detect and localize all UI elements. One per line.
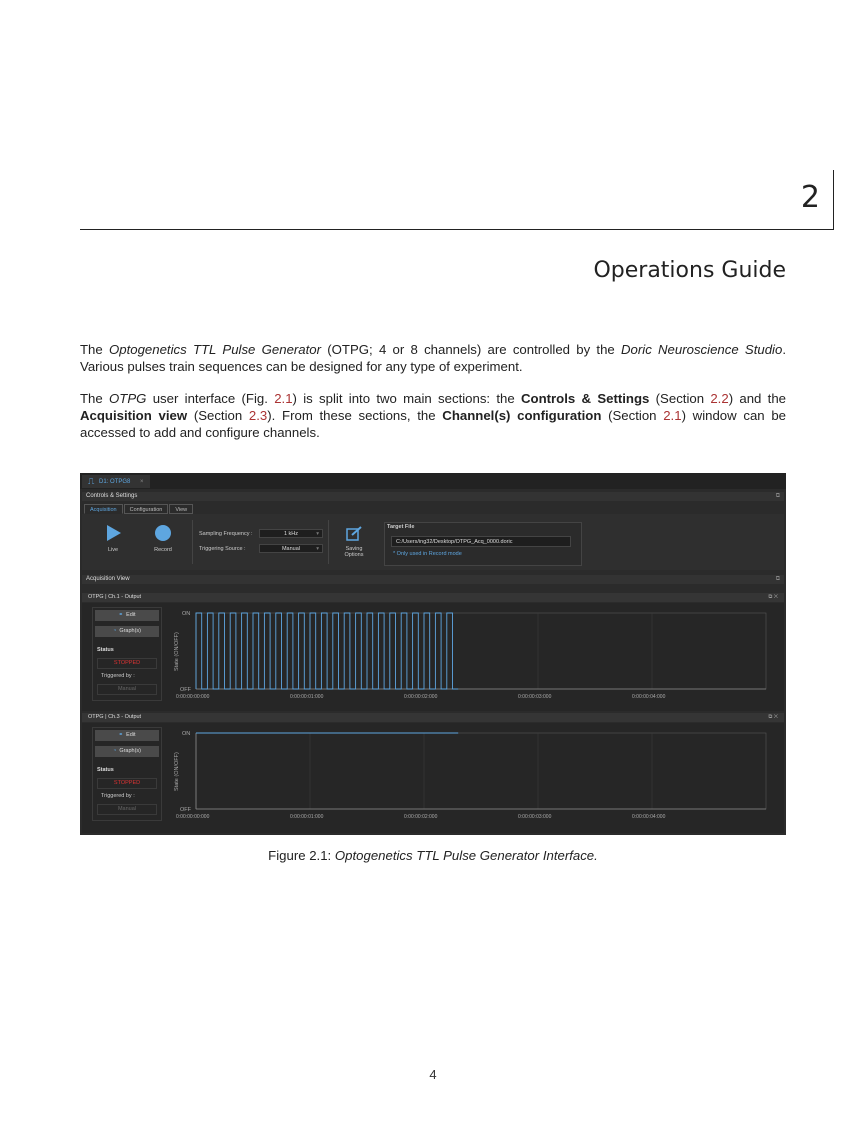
- x-tick-label: 0:00:00:04:000: [632, 814, 666, 820]
- close-icon[interactable]: ×: [140, 479, 144, 486]
- edit-button[interactable]: [95, 730, 159, 741]
- status-label: Status: [97, 767, 114, 773]
- graphs-button[interactable]: [95, 746, 159, 757]
- x-tick-label: 0:00:00:00:000: [176, 814, 210, 820]
- document-tab[interactable]: [82, 475, 150, 488]
- y-axis-label: State (ON/OFF): [174, 632, 180, 671]
- sampling-frequency-select[interactable]: [259, 529, 323, 538]
- y-tick-label: OFF: [180, 807, 191, 813]
- y-axis-label: State (ON/OFF): [174, 752, 180, 791]
- target-file-label: Target File: [387, 524, 415, 530]
- record-icon: [154, 524, 172, 542]
- section-ref-link[interactable]: 2.3: [248, 408, 268, 423]
- x-tick-label: 0:00:00:02:000: [404, 694, 438, 700]
- sampling-frequency-label: Sampling Frequency :: [199, 531, 253, 537]
- x-tick-label: 0:00:00:04:000: [632, 694, 666, 700]
- channel-3-plot: [166, 723, 786, 827]
- controls-settings-title: Controls & Settings: [86, 493, 138, 499]
- play-icon: [104, 524, 122, 542]
- otpg-interface-screenshot: [80, 473, 786, 835]
- ch3-chart: [166, 723, 786, 827]
- edit-label: Edit: [126, 732, 136, 738]
- x-tick-label: 0:00:00:00:000: [176, 694, 210, 700]
- y-tick-label: OFF: [180, 687, 191, 693]
- live-button[interactable]: [98, 524, 128, 553]
- live-label: Live: [107, 547, 119, 553]
- x-tick-label: 0:00:00:01:000: [290, 694, 324, 700]
- ch1-chart: [166, 603, 786, 707]
- undock-icon[interactable]: ⧉: [775, 576, 780, 582]
- tab-configuration[interactable]: Configuration: [124, 504, 169, 514]
- graph-icon: ◔: [112, 628, 117, 634]
- record-label: Record: [154, 547, 172, 553]
- channel-panel: [82, 723, 784, 833]
- controls-subtabs: [84, 504, 194, 514]
- graph-icon: ◔: [112, 748, 117, 754]
- saving-options-button[interactable]: [338, 526, 370, 558]
- record-button[interactable]: [148, 524, 178, 553]
- x-tick-label: 0:00:00:01:000: [290, 814, 324, 820]
- target-file-note: * Only used in Record mode: [393, 551, 462, 557]
- controls-settings-header: [82, 492, 784, 501]
- link-icon: ⚭: [118, 732, 124, 738]
- chapter-title: Operations Guide: [593, 258, 786, 283]
- channel-control-box: [92, 607, 162, 701]
- status-badge: STOPPED: [97, 778, 157, 789]
- triggering-source-label: Triggering Source :: [199, 546, 246, 552]
- channel-1-plot: [166, 603, 786, 707]
- plot-area: [196, 733, 766, 809]
- edit-button[interactable]: [95, 610, 159, 621]
- triggered-by-label: Triggered by :: [101, 793, 135, 799]
- graphs-label: Graph(s): [119, 748, 142, 754]
- x-tick-label: 0:00:00:03:000: [518, 814, 552, 820]
- tab-view[interactable]: View: [169, 504, 193, 514]
- chapter-rule: [80, 229, 834, 230]
- edit-label: Edit: [126, 612, 136, 618]
- undock-icon[interactable]: ⧉: [775, 493, 780, 499]
- graphs-label: Graph(s): [119, 628, 142, 634]
- sampling-frequency-value: 1 kHz: [283, 531, 299, 537]
- tab-acquisition[interactable]: Acquisition: [84, 504, 123, 514]
- document-tab-bar: [80, 473, 786, 489]
- channel-title: OTPG | Ch.3 - Output: [88, 714, 142, 720]
- panel-window-controls[interactable]: ⧉ ✕: [768, 714, 778, 720]
- pulse-icon: ⎍: [88, 476, 95, 486]
- status-badge: STOPPED: [97, 658, 157, 669]
- chevron-down-icon: ▾: [316, 546, 319, 552]
- triggered-by-label: Triggered by :: [101, 673, 135, 679]
- y-tick-label: ON: [182, 611, 191, 617]
- channel-panel: [82, 603, 784, 711]
- toolbar-divider: [328, 520, 329, 564]
- figure-caption: Figure 2.1: Optogenetics TTL Pulse Generator Interface.: [268, 848, 598, 863]
- target-file-group: [384, 522, 582, 566]
- x-tick-label: 0:00:00:03:000: [518, 694, 552, 700]
- graphs-button[interactable]: [95, 626, 159, 637]
- x-tick-label: 0:00:00:02:000: [404, 814, 438, 820]
- channel-title: OTPG | Ch.1 - Output: [88, 594, 142, 600]
- triggered-by-value: Manual: [97, 684, 157, 695]
- link-icon: ⚭: [118, 612, 124, 618]
- channel-panel-header: [82, 713, 784, 722]
- target-file-input[interactable]: C:/Users/ing32/Desktop/OTPG_Acq_0000.doric: [391, 536, 571, 547]
- chapter-number: 2: [800, 180, 820, 215]
- chevron-down-icon: ▾: [316, 531, 319, 537]
- channel-panel-header: [82, 593, 784, 602]
- triggered-by-value: Manual: [97, 804, 157, 815]
- y-tick-label: ON: [182, 731, 191, 737]
- saving-label: Saving: [345, 546, 363, 552]
- page-number: 4: [429, 1067, 437, 1082]
- acquisition-view-header: [82, 575, 784, 584]
- interface-paragraph: The OTPG user interface (Fig. 2.1) is split into two main sections: the Controls & Settings (Section 2.2) and the Acquisition view (Section 2.3). From these sections, the Channel(s) configuration (Section 2.1) window can be accessed to add and configure channels.: [80, 391, 787, 440]
- intro-paragraph: The Optogenetics TTL Pulse Generator (OTPG; 4 or 8 channels) are controlled by the Doric Neuroscience Studio. Various pulses train sequences can be designed for any type of experiment.: [80, 342, 786, 374]
- figure-ref-link[interactable]: 2.1: [274, 391, 293, 406]
- panel-window-controls[interactable]: ⧉ ✕: [768, 594, 778, 600]
- options-label: Options: [344, 552, 364, 558]
- triggering-source-select[interactable]: [259, 544, 323, 553]
- channel-control-box: [92, 727, 162, 821]
- edit-icon: [346, 526, 362, 542]
- section-ref-link[interactable]: 2.2: [710, 391, 729, 406]
- section-ref-link[interactable]: 2.1: [663, 408, 682, 423]
- toolbar-divider: [192, 520, 193, 564]
- acquisition-view-title: Acquisition View: [86, 576, 130, 582]
- status-label: Status: [97, 647, 114, 653]
- chapter-vertical-rule: [833, 170, 834, 230]
- triggering-source-value: Manual: [281, 546, 301, 552]
- document-tab-label: D1: OTPG8: [98, 479, 131, 486]
